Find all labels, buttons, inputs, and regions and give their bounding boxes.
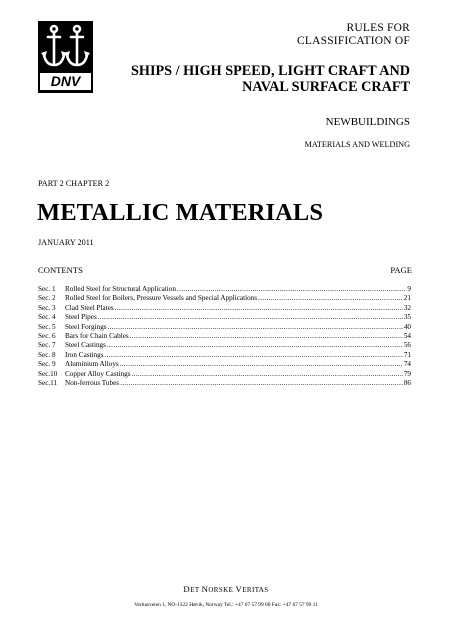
newbuildings-label: NEWBUILDINGS bbox=[325, 116, 410, 128]
toc-leader-dots bbox=[107, 341, 403, 350]
org-part-et: ET bbox=[190, 586, 202, 594]
toc-leader-dots bbox=[177, 285, 406, 294]
toc-entry[interactable] bbox=[38, 379, 411, 388]
toc-page-number: 86 bbox=[403, 379, 411, 388]
part-chapter-label: PART 2 CHAPTER 2 bbox=[38, 179, 110, 188]
toc-section-title: Steel Pipes bbox=[65, 313, 97, 322]
toc-entry[interactable] bbox=[38, 313, 411, 322]
logo-text: DNV bbox=[50, 73, 81, 89]
contents-header bbox=[38, 265, 412, 275]
document-date: JANUARY 2011 bbox=[38, 238, 94, 247]
toc-section-number: Sec.11 bbox=[38, 379, 58, 388]
toc-entry[interactable] bbox=[38, 360, 411, 369]
toc-entry[interactable] bbox=[38, 351, 411, 360]
toc-section-title: Clad Steel Plates bbox=[65, 303, 114, 312]
toc-leader-dots bbox=[132, 370, 403, 379]
toc-entry[interactable] bbox=[38, 370, 411, 379]
toc-leader-dots bbox=[120, 360, 403, 369]
toc-section-title: Rolled Steel for Structural Application bbox=[65, 285, 176, 293]
toc-page-number: 21 bbox=[403, 294, 411, 303]
toc-section-number: Sec. 9 bbox=[38, 360, 56, 369]
org-part-eritas: ERITAS bbox=[242, 586, 269, 594]
table-of-contents bbox=[38, 285, 411, 388]
toc-page-number: 32 bbox=[403, 303, 411, 312]
toc-page-number: 79 bbox=[403, 369, 411, 378]
dnv-anchor-logo-icon bbox=[38, 21, 93, 93]
toc-section-number: Sec. 7 bbox=[38, 341, 56, 350]
toc-section-title: Steel Castings bbox=[65, 341, 106, 350]
toc-leader-dots bbox=[108, 323, 403, 332]
toc-leader-dots bbox=[120, 379, 403, 388]
toc-section-title: Iron Castings bbox=[65, 350, 104, 359]
rules-for-heading bbox=[297, 22, 410, 48]
toc-section-title: Aluminium Alloys bbox=[65, 360, 119, 369]
toc-section-number: Sec. 4 bbox=[38, 313, 56, 322]
toc-leader-dots bbox=[98, 313, 403, 322]
toc-leader-dots bbox=[105, 351, 403, 360]
toc-section-number: Sec. 3 bbox=[38, 303, 56, 312]
org-part-orske: ORSKE bbox=[208, 586, 236, 594]
toc-leader-dots bbox=[258, 294, 403, 303]
org-initial-d: D bbox=[183, 584, 191, 594]
classification-of-line: CLASSIFICATION OF bbox=[297, 35, 410, 47]
toc-entry[interactable] bbox=[38, 341, 411, 350]
org-initial-v: V bbox=[235, 584, 243, 594]
toc-section-title: Rolled Steel for Boilers, Pressure Vessels and Special Applications bbox=[65, 294, 258, 303]
toc-leader-dots bbox=[115, 304, 403, 313]
toc-page-number: 54 bbox=[403, 332, 411, 341]
toc-page-number: 35 bbox=[403, 313, 411, 322]
rules-main-title bbox=[131, 63, 410, 95]
footer-address: Veritasveien 1, NO-1322 Høvik, Norway Tel.: +47 67 57 99 00 Fax: +47 67 57 99 11 bbox=[134, 602, 318, 608]
toc-page-number: 71 bbox=[403, 350, 411, 359]
toc-page-number: 56 bbox=[403, 341, 411, 350]
title-line-1: SHIPS / HIGH SPEED, LIGHT CRAFT AND bbox=[131, 63, 410, 79]
toc-entry[interactable] bbox=[38, 323, 411, 332]
toc-leader-dots bbox=[130, 332, 403, 341]
toc-section-number: Sec. 6 bbox=[38, 332, 56, 341]
toc-section-number: Sec. 5 bbox=[38, 322, 56, 331]
toc-section-title: Copper Alloy Castings bbox=[65, 369, 131, 378]
toc-section-title: Non-ferrous Tubes bbox=[65, 379, 120, 388]
footer-organization-name bbox=[0, 584, 452, 594]
toc-page-number: 74 bbox=[403, 360, 411, 369]
toc-page-number: 9 bbox=[407, 285, 411, 293]
rules-for-line: RULES FOR bbox=[346, 22, 410, 34]
toc-entry[interactable] bbox=[38, 332, 411, 341]
materials-welding-label: MATERIALS AND WELDING bbox=[304, 140, 410, 149]
page-column-label: PAGE bbox=[390, 265, 412, 275]
toc-section-number: Sec. 1 bbox=[38, 285, 56, 293]
toc-section-number: Sec. 8 bbox=[38, 350, 56, 359]
title-line-2: NAVAL SURFACE CRAFT bbox=[242, 79, 410, 95]
document-title: METALLIC MATERIALS bbox=[37, 199, 324, 226]
toc-entry[interactable] bbox=[38, 294, 411, 303]
toc-section-number: Sec.10 bbox=[38, 369, 58, 378]
contents-label: CONTENTS bbox=[38, 265, 83, 275]
toc-section-title: Bars for Chain Cables bbox=[65, 332, 129, 341]
toc-entry[interactable] bbox=[38, 285, 411, 294]
toc-entry[interactable] bbox=[38, 304, 411, 313]
toc-section-number: Sec. 2 bbox=[38, 294, 56, 303]
toc-page-number: 40 bbox=[403, 322, 411, 331]
org-initial-n: N bbox=[201, 584, 209, 594]
toc-section-title: Steel Forgings bbox=[65, 322, 107, 331]
